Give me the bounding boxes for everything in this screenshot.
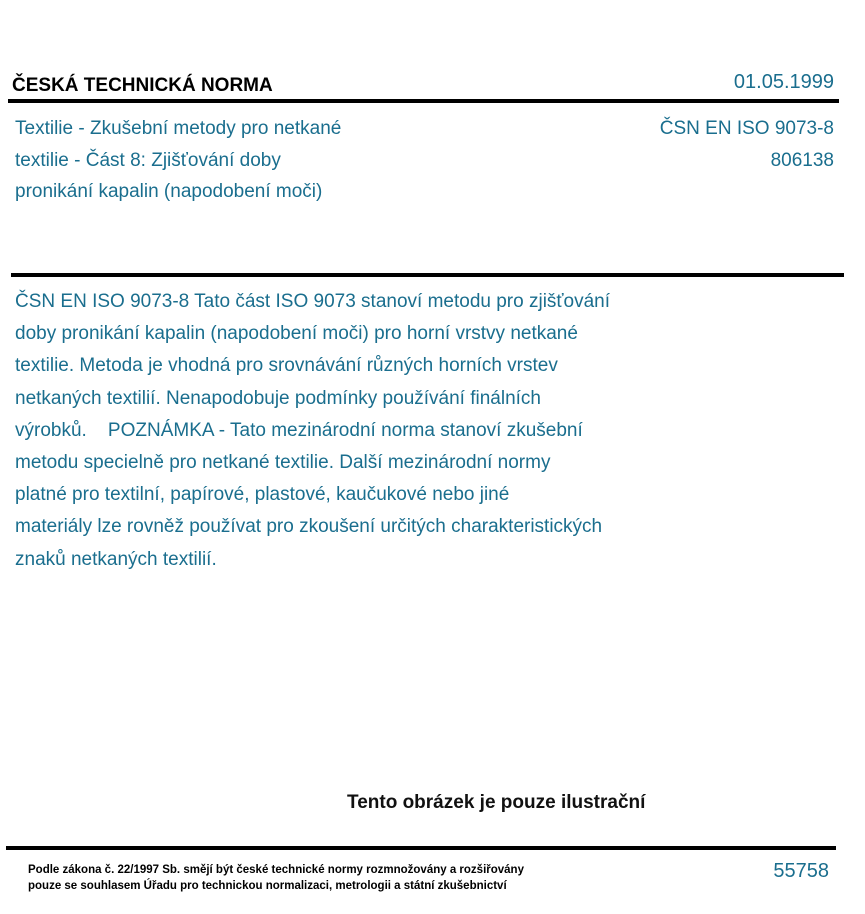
footer-divider [6, 846, 836, 850]
norm-type-label: ČESKÁ TECHNICKÁ NORMA [12, 75, 273, 96]
title-line: Textilie - Zkušební metody pro netkané [15, 118, 342, 139]
standard-designation: ČSN EN ISO 9073-8 [659, 118, 834, 139]
abstract-text [15, 286, 715, 576]
abstract-line: doby pronikání kapalin (napodobení moči) pro horní vrstvy netkané [15, 323, 578, 345]
title-line: pronikání kapalin (napodobení moči) [15, 181, 323, 202]
abstract-line: textilie. Metoda je vhodná pro srovnávání různých horních vrstev [15, 355, 558, 377]
abstract-line: materiály lze rovněž používat pro zkoušení určitých charakteristických [15, 516, 603, 538]
abstract-line: znaků netkaných textilií. [15, 548, 217, 570]
title-line: textilie - Část 8: Zjišťování doby [15, 149, 281, 171]
standard-codes [660, 113, 834, 176]
abstract-line: metodu specielně pro netkané textilie. Další mezinárodní normy [15, 452, 551, 474]
legal-line: Podle zákona č. 22/1997 Sb. smějí být české technické normy rozmnožovány a rozšiřovány [28, 864, 524, 876]
legal-notice [28, 862, 524, 894]
legal-line: pouze se souhlasem Úřadu pro technickou normalizaci, metrologii a státní zkušebnictví [28, 880, 507, 892]
issue-date: 01.05.1999 [733, 71, 834, 93]
section-divider [11, 273, 844, 277]
classification-code: 806138 [770, 149, 834, 171]
illustrative-notice: Tento obrázek je pouze ilustrační [347, 792, 646, 813]
abstract-line: platné pro textilní, papírové, plastové, kaučukové nebo jiné [15, 484, 510, 506]
catalog-number: 55758 [773, 860, 829, 882]
standard-title [15, 113, 435, 208]
header-divider [8, 99, 839, 103]
abstract-line: ČSN EN ISO 9073-8 Tato část ISO 9073 stanoví metodu pro zjišťování [15, 291, 611, 312]
abstract-line: netkaných textilií. Nenapodobuje podmínky používání finálních [15, 387, 541, 409]
abstract-line: výrobků. POZNÁMKA - Tato mezinárodní norma stanoví zkušební [15, 419, 583, 441]
